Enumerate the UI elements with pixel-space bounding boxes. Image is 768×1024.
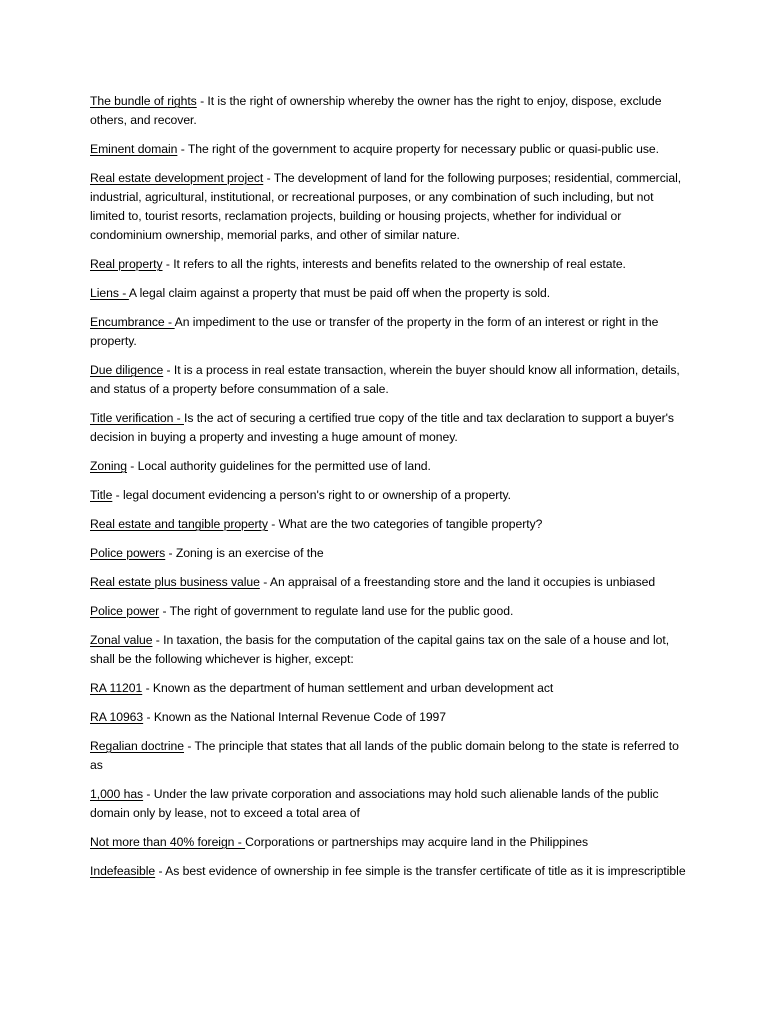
glossary-entry — [90, 631, 690, 669]
glossary-term: Eminent domain — [90, 142, 178, 156]
glossary-term: Regalian doctrine — [90, 739, 185, 753]
glossary-term: Real estate development project — [90, 171, 264, 185]
glossary-term: RA 11201 — [90, 681, 143, 695]
glossary-definition: - In taxation, the basis for the computation of the capital gains tax on the sale of a house and lot, shall be the following whichever is higher, except: — [90, 633, 670, 666]
glossary-term: Police power — [90, 604, 160, 618]
document-page — [90, 92, 690, 891]
glossary-entry — [90, 544, 690, 563]
glossary-entry — [90, 313, 690, 351]
glossary-definition: - What are the two categories of tangible property? — [267, 517, 543, 531]
glossary-definition: An impediment to the use or transfer of the property in the form of an interest or right in the property. — [90, 315, 659, 348]
glossary-entry — [90, 737, 690, 775]
glossary-term: Title verification - — [90, 411, 184, 425]
glossary-definition: Is the act of securing a certified true copy of the title and tax declaration to support a buyer's decision in buying a property and investing a huge amount of money. — [90, 411, 674, 444]
glossary-entry — [90, 862, 690, 881]
glossary-entry — [90, 515, 690, 534]
glossary-definition: - It is a process in real estate transaction, wherein the buyer should know all information, details, and status of a property before consummation of a sale. — [90, 363, 680, 396]
glossary-term: Not more than 40% foreign - — [90, 835, 246, 849]
glossary-entry — [90, 573, 690, 592]
glossary-entry — [90, 92, 690, 130]
glossary-term: Zonal value — [90, 633, 153, 647]
glossary-term: Title — [90, 488, 113, 502]
glossary-definition: - The development of land for the following purposes; residential, commercial, industrial, agricultural, institutional, or recreational purposes, or any combination of such including, but not limited to, tourist resorts, reclamation projects, building or housing projects, whether for individual or condominium ownership, memorial parks, and other of similar nature. — [90, 171, 682, 242]
glossary-entry — [90, 255, 690, 274]
glossary-term: Zoning — [90, 459, 127, 473]
glossary-term: 1,000 has — [90, 787, 144, 801]
glossary-entry — [90, 361, 690, 399]
glossary-entry — [90, 833, 690, 852]
glossary-definition: Corporations or partnerships may acquire land in the Philippines — [245, 835, 589, 849]
glossary-entry — [90, 140, 690, 159]
glossary-entry — [90, 169, 690, 245]
glossary-entry — [90, 785, 690, 823]
glossary-entry — [90, 284, 690, 303]
glossary-entry — [90, 457, 690, 476]
glossary-term: Real property — [90, 257, 163, 271]
glossary-definition: - It refers to all the rights, interests and benefits related to the ownership of real estate. — [162, 257, 626, 271]
glossary-definition: - The principle that states that all lands of the public domain belong to the state is referred to as — [90, 739, 679, 772]
glossary-term: RA 10963 — [90, 710, 144, 724]
glossary-entry — [90, 708, 690, 727]
glossary-definition: - Known as the National Internal Revenue Code of 1997 — [143, 710, 447, 724]
glossary-term: Indefeasible — [90, 864, 156, 878]
glossary-definition: - The right of the government to acquire property for necessary public or quasi-public use. — [177, 142, 659, 156]
glossary-term: Encumbrance - — [90, 315, 175, 329]
glossary-entry — [90, 679, 690, 698]
glossary-entry — [90, 409, 690, 447]
glossary-term: Real estate plus business value — [90, 575, 260, 589]
glossary-definition: - As best evidence of ownership in fee simple is the transfer certificate of title as it is imprescriptible — [155, 864, 686, 878]
glossary-definition: - It is the right of ownership whereby the owner has the right to enjoy, dispose, exclude others, and recover. — [90, 94, 662, 127]
glossary-term: Due diligence — [90, 363, 164, 377]
glossary-definition: - Under the law private corporation and associations may hold such alienable lands of the public domain only by lease, not to exceed a total area of — [90, 787, 659, 820]
glossary-term: Real estate and tangible property — [90, 517, 268, 531]
glossary-definition: - An appraisal of a freestanding store and the land it occupies is unbiased — [259, 575, 656, 589]
glossary-definition: - Zoning is an exercise of the — [165, 546, 324, 560]
glossary-definition: - legal document evidencing a person's right to or ownership of a property. — [112, 488, 512, 502]
glossary-definition: - Known as the department of human settlement and urban development act — [142, 681, 554, 695]
glossary-term: The bundle of rights — [90, 94, 197, 108]
glossary-definition: - Local authority guidelines for the permitted use of land. — [126, 459, 431, 473]
glossary-entry — [90, 486, 690, 505]
glossary-term: Police powers — [90, 546, 166, 560]
glossary-term: Liens - — [90, 286, 129, 300]
glossary-definition: A legal claim against a property that must be paid off when the property is sold. — [128, 286, 551, 300]
glossary-entry — [90, 602, 690, 621]
glossary-definition: - The right of government to regulate land use for the public good. — [159, 604, 514, 618]
